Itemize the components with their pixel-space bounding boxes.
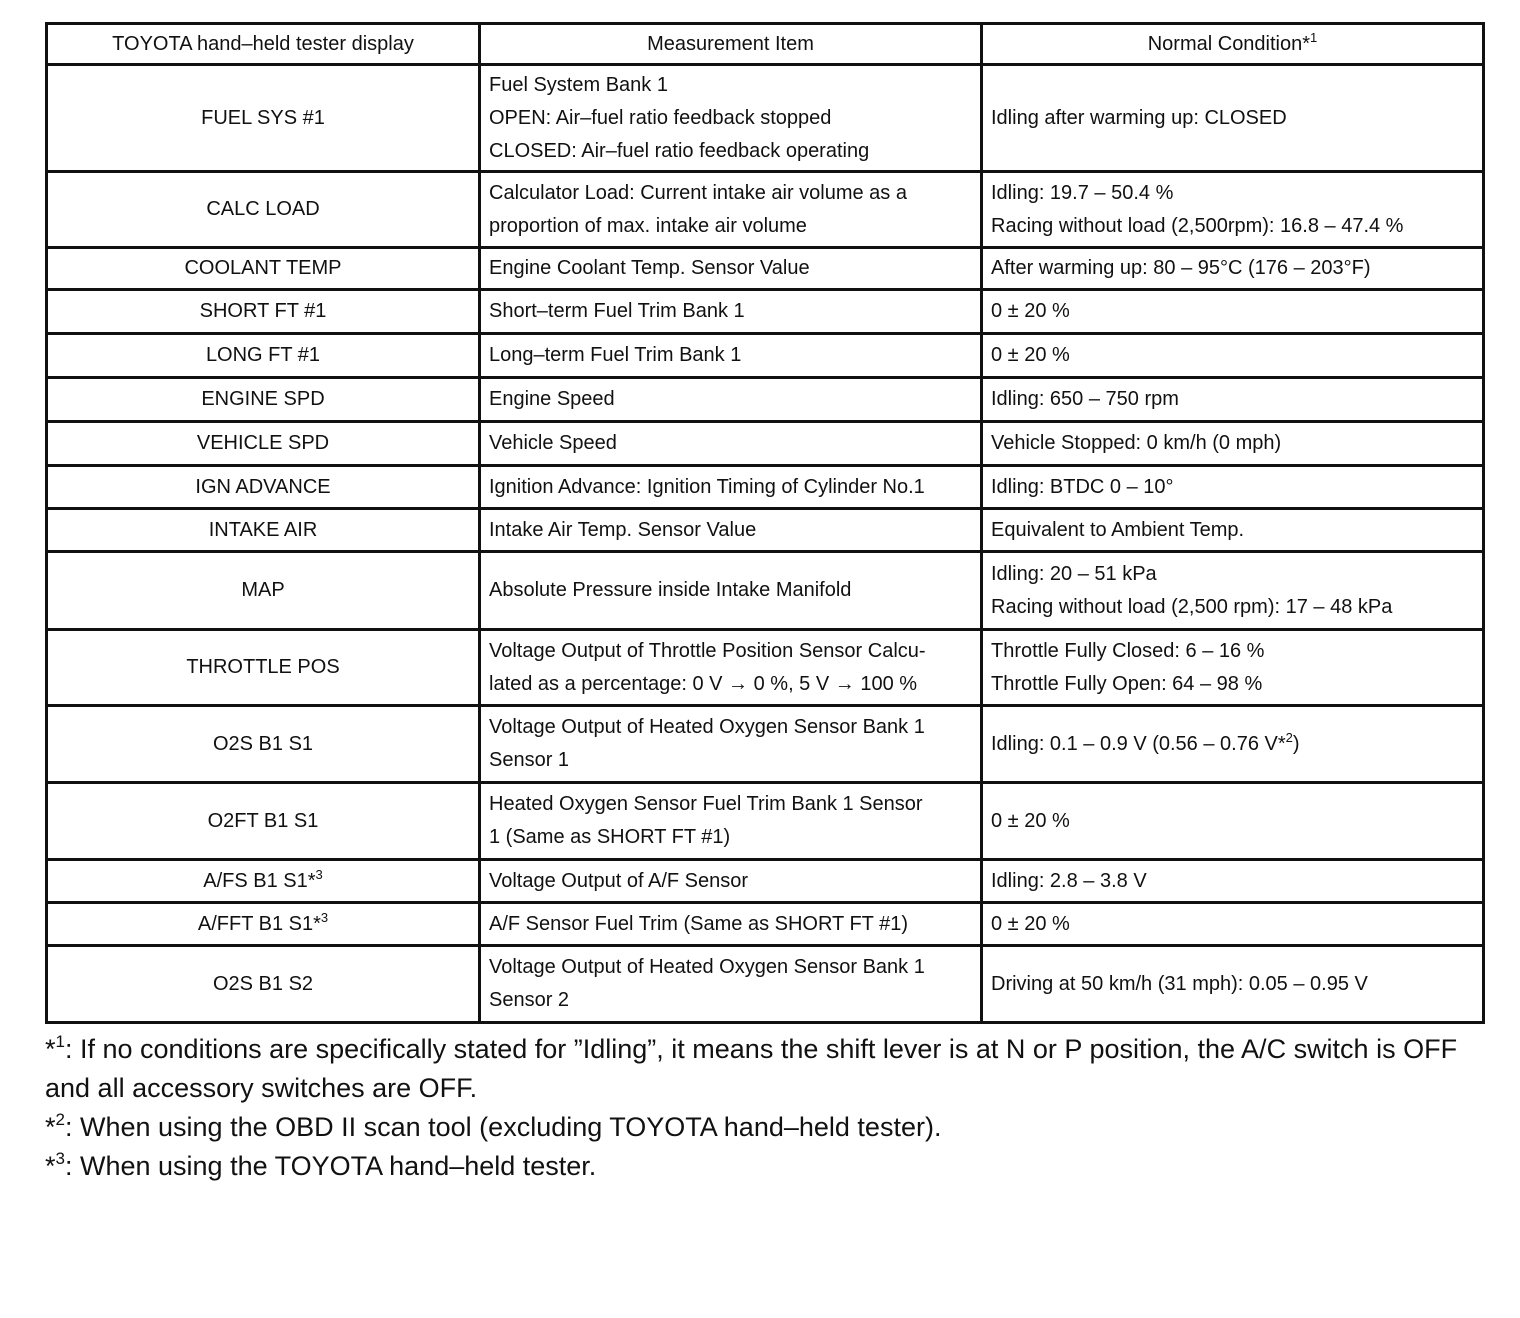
cell-measurement-item: Voltage Output of A/F Sensor [480, 860, 982, 903]
cell-normal-condition: Idling after warming up: CLOSED [982, 65, 1484, 172]
cell-tester-display: ENGINE SPD [47, 378, 480, 422]
cell-normal-condition: Idling: BTDC 0 – 10° [982, 466, 1484, 509]
cell-normal-condition: After warming up: 80 – 95°C (176 – 203°F) [982, 248, 1484, 290]
cell-measurement-item: Long–term Fuel Trim Bank 1 [480, 334, 982, 378]
cell-normal-condition: Vehicle Stopped: 0 km/h (0 mph) [982, 422, 1484, 466]
table-row [47, 860, 1484, 903]
table-row [47, 378, 1484, 422]
cell-measurement-item: Voltage Output of Heated Oxygen Sensor Bank 1 Sensor 1 [480, 706, 982, 783]
table-row [47, 334, 1484, 378]
cell-measurement-item: Fuel System Bank 1 OPEN: Air–fuel ratio feedback stopped CLOSED: Air–fuel ratio feedback operating [480, 65, 982, 172]
cell-normal-condition: 0 ± 20 % [982, 783, 1484, 860]
cell-tester-display: LONG FT #1 [47, 334, 480, 378]
cell-tester-display: MAP [47, 552, 480, 630]
table-row [47, 248, 1484, 290]
cell-measurement-item: Calculator Load: Current intake air volume as a proportion of max. intake air volume [480, 172, 982, 248]
header-tester-display: TOYOTA hand–held tester display [47, 24, 480, 65]
cell-normal-condition: Idling: 19.7 – 50.4 % Racing without load (2,500rpm): 16.8 – 47.4 % [982, 172, 1484, 248]
footnote-ref: 2 [1285, 729, 1293, 745]
cell-measurement-item: A/F Sensor Fuel Trim (Same as SHORT FT #1) [480, 903, 982, 946]
table-row [47, 783, 1484, 860]
spec-sheet [45, 22, 1482, 1186]
cell-normal-condition: 0 ± 20 % [982, 903, 1484, 946]
table-row [47, 290, 1484, 334]
cell-tester-display: O2S B1 S1 [47, 706, 480, 783]
cell-tester-display: SHORT FT #1 [47, 290, 480, 334]
cell-tester-display: A/FFT B1 S1*$^3$ [47, 903, 480, 946]
footnote: *$^2$: When using the OBD II scan tool (excluding TOYOTA hand–held tester). [45, 1110, 942, 1142]
table-header-row [47, 24, 1484, 65]
cell-tester-display: IGN ADVANCE [47, 466, 480, 509]
footnote: *$^3$: When using the TOYOTA hand–held tester. [45, 1149, 597, 1181]
table-row [47, 466, 1484, 509]
table-row [47, 630, 1484, 706]
table-row [47, 509, 1484, 552]
footnote: *$^1$: If no conditions are specifically stated for ”Idling”, it means the shift lever is at N or P position, the A/C switch is OFF and all accessory switches are OFF. [45, 1032, 1458, 1103]
cell-measurement-item: Engine Speed [480, 378, 982, 422]
table-row [47, 172, 1484, 248]
cell-tester-display: VEHICLE SPD [47, 422, 480, 466]
header-normal-condition: Normal Condition*$^1$ [982, 24, 1484, 65]
cell-measurement-item: Short–term Fuel Trim Bank 1 [480, 290, 982, 334]
footnote-ref: 3 [315, 866, 323, 882]
cell-tester-display: O2S B1 S2 [47, 946, 480, 1023]
cell-measurement-item: Intake Air Temp. Sensor Value [480, 509, 982, 552]
cell-measurement-item: Heated Oxygen Sensor Fuel Trim Bank 1 Sensor 1 (Same as SHORT FT #1) [480, 783, 982, 860]
cell-tester-display: A/FS B1 S1*$^3$ [47, 860, 480, 903]
cell-normal-condition: Driving at 50 km/h (31 mph): 0.05 – 0.95 V [982, 946, 1484, 1023]
cell-measurement-item: Engine Coolant Temp. Sensor Value [480, 248, 982, 290]
cell-normal-condition: Idling: 20 – 51 kPa Racing without load (2,500 rpm): 17 – 48 kPa [982, 552, 1484, 630]
cell-tester-display: THROTTLE POS [47, 630, 480, 706]
cell-normal-condition: Equivalent to Ambient Temp. [982, 509, 1484, 552]
cell-measurement-item: Voltage Output of Throttle Position Sensor Calcu- lated as a percentage: 0 V → 0 %, 5 V → 100 % [480, 630, 982, 706]
table-row [47, 706, 1484, 783]
footnotes [45, 1030, 1485, 1186]
cell-measurement-item: Voltage Output of Heated Oxygen Sensor Bank 1 Sensor 2 [480, 946, 982, 1023]
footnote-ref: 1 [1310, 29, 1318, 45]
cell-normal-condition: 0 ± 20 % [982, 334, 1484, 378]
table-body [47, 65, 1484, 1023]
cell-normal-condition: Idling: 2.8 – 3.8 V [982, 860, 1484, 903]
data-list-table [45, 22, 1485, 1024]
table-row [47, 552, 1484, 630]
cell-measurement-item: Absolute Pressure inside Intake Manifold [480, 552, 982, 630]
table-row [47, 946, 1484, 1023]
table-row [47, 65, 1484, 172]
cell-tester-display: FUEL SYS #1 [47, 65, 480, 172]
cell-normal-condition: Idling: 650 – 750 rpm [982, 378, 1484, 422]
cell-normal-condition: 0 ± 20 % [982, 290, 1484, 334]
table-row [47, 903, 1484, 946]
cell-normal-condition: Idling: 0.1 – 0.9 V (0.56 – 0.76 V*$^2$) [982, 706, 1484, 783]
cell-tester-display: INTAKE AIR [47, 509, 480, 552]
cell-tester-display: COOLANT TEMP [47, 248, 480, 290]
cell-tester-display: O2FT B1 S1 [47, 783, 480, 860]
cell-normal-condition: Throttle Fully Closed: 6 – 16 % Throttle Fully Open: 64 – 98 % [982, 630, 1484, 706]
footnote-ref: 3 [320, 909, 329, 925]
cell-measurement-item: Vehicle Speed [480, 422, 982, 466]
cell-tester-display: CALC LOAD [47, 172, 480, 248]
cell-measurement-item: Ignition Advance: Ignition Timing of Cylinder No.1 [480, 466, 982, 509]
table-row [47, 422, 1484, 466]
header-measurement-item: Measurement Item [480, 24, 982, 65]
